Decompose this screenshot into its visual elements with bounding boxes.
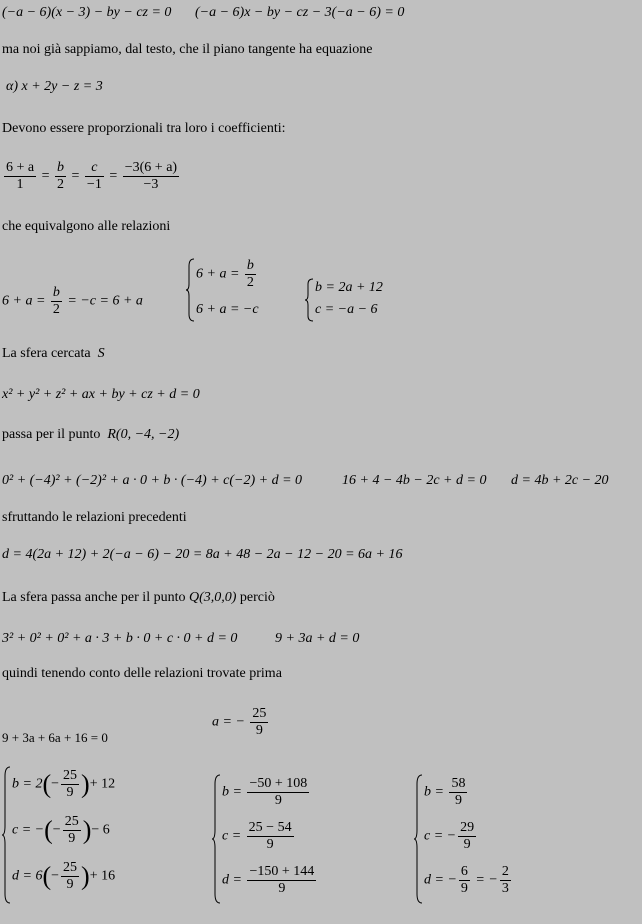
equation-q-1: 3² + 0² + 0² + a · 3 + b · 0 + c · 0 + d = 0 <box>2 631 238 646</box>
system-3-row-b: b = 2(− $\frac{25}{9}$ )+ 12 <box>12 768 116 800</box>
equation-r-3: d = 4b + 2c − 20 <box>511 473 609 488</box>
text-proportional: Devono essere proporzionali tra loro i coefficienti: <box>2 121 286 136</box>
text-tangent-plane: ma noi già sappiamo, dal testo, che il piano tangente ha equazione <box>2 42 373 57</box>
system-2-row-1: b = 2a + 12 <box>315 280 383 295</box>
equation-sphere: x² + y² + z² + ax + by + cz + d = 0 <box>2 387 200 402</box>
text-point-q: La sfera passa anche per il punto Q(3,0,0) perciò <box>2 590 275 605</box>
system-5-row-b: b = $\frac{58}{9}$ <box>424 776 466 808</box>
system-4-row-c: c = $\frac{25 - 54}{9}$ <box>222 820 292 852</box>
equation-q-2: 9 + 3a + d = 0 <box>275 631 360 646</box>
system-relations-1 <box>186 258 306 322</box>
equation-r-2: 16 + 4 − 4b − 2c + d = 0 <box>342 473 487 488</box>
system-2-row-2: c = −a − 6 <box>315 302 378 317</box>
system-5-row-c: c = − $\frac{29}{9}$ <box>424 820 475 852</box>
brace-icon <box>305 278 315 322</box>
equation-final: 9 + 3a + 6a + 16 = 0 <box>2 730 108 745</box>
text-point-r: passa per il punto R(0, −4, −2) <box>2 427 180 442</box>
brace-icon <box>212 774 222 904</box>
system-values-1 <box>2 766 192 904</box>
system-4-row-d: d = $\frac{-150 + 144}{9}$ <box>222 864 315 896</box>
text-equivalent: che equivalgono alle relazioni <box>2 219 171 234</box>
equation-top-1: (−a − 6)(x − 3) − by − cz = 0 <box>2 5 172 20</box>
brace-icon <box>186 258 196 322</box>
equation-r-1: 0² + (−4)² + (−2)² + a · 0 + b · (−4) + c(−2) + d = 0 <box>2 473 303 488</box>
system-values-3 <box>414 774 564 904</box>
system-4-row-b: b = $\frac{-50 + 108}{9}$ <box>222 776 308 808</box>
equation-d: d = 4(2a + 12) + 2(−a − 6) − 20 = 8a + 48 − 2a − 12 − 20 = 6a + 16 <box>2 547 403 562</box>
text-therefore: quindi tenendo conto delle relazioni trovate prima <box>2 666 282 681</box>
system-values-2 <box>212 774 392 904</box>
equation-proportion: $\frac{6 + a}{1}$ = $\frac{b}{2}$ = $\frac{c}{-1}$ = $\frac{-3(6 + a)}{-3}$ <box>6 160 178 192</box>
equation-top-2: (−a − 6)x − by − cz − 3(−a − 6) = 0 <box>195 5 405 20</box>
text-exploiting: sfruttando le relazioni precedenti <box>2 510 187 525</box>
system-1-row-1: 6 + a = $\frac{b}{2}$ <box>196 258 254 290</box>
equation-a: a = − $\frac{25}{9}$ <box>212 706 267 738</box>
system-relations-2 <box>305 278 415 322</box>
system-1-row-2: 6 + a = −c <box>196 302 259 317</box>
brace-icon <box>2 766 12 904</box>
system-3-row-c: c = −(− $\frac{25}{9}$ )− 6 <box>12 814 110 846</box>
equation-relations: 6 + a = $\frac{b}{2}$ = −c = 6 + a <box>2 285 143 317</box>
brace-icon <box>414 774 424 904</box>
system-3-row-d: d = 6(− $\frac{25}{9}$ )+ 16 <box>12 860 116 892</box>
text-sphere: La sfera cercata S <box>2 346 105 361</box>
system-5-row-d: d = − $\frac{6}{9}$ = − $\frac{2}{3}$ <box>424 864 509 896</box>
equation-alpha: α) x + 2y − z = 3 <box>6 79 103 94</box>
